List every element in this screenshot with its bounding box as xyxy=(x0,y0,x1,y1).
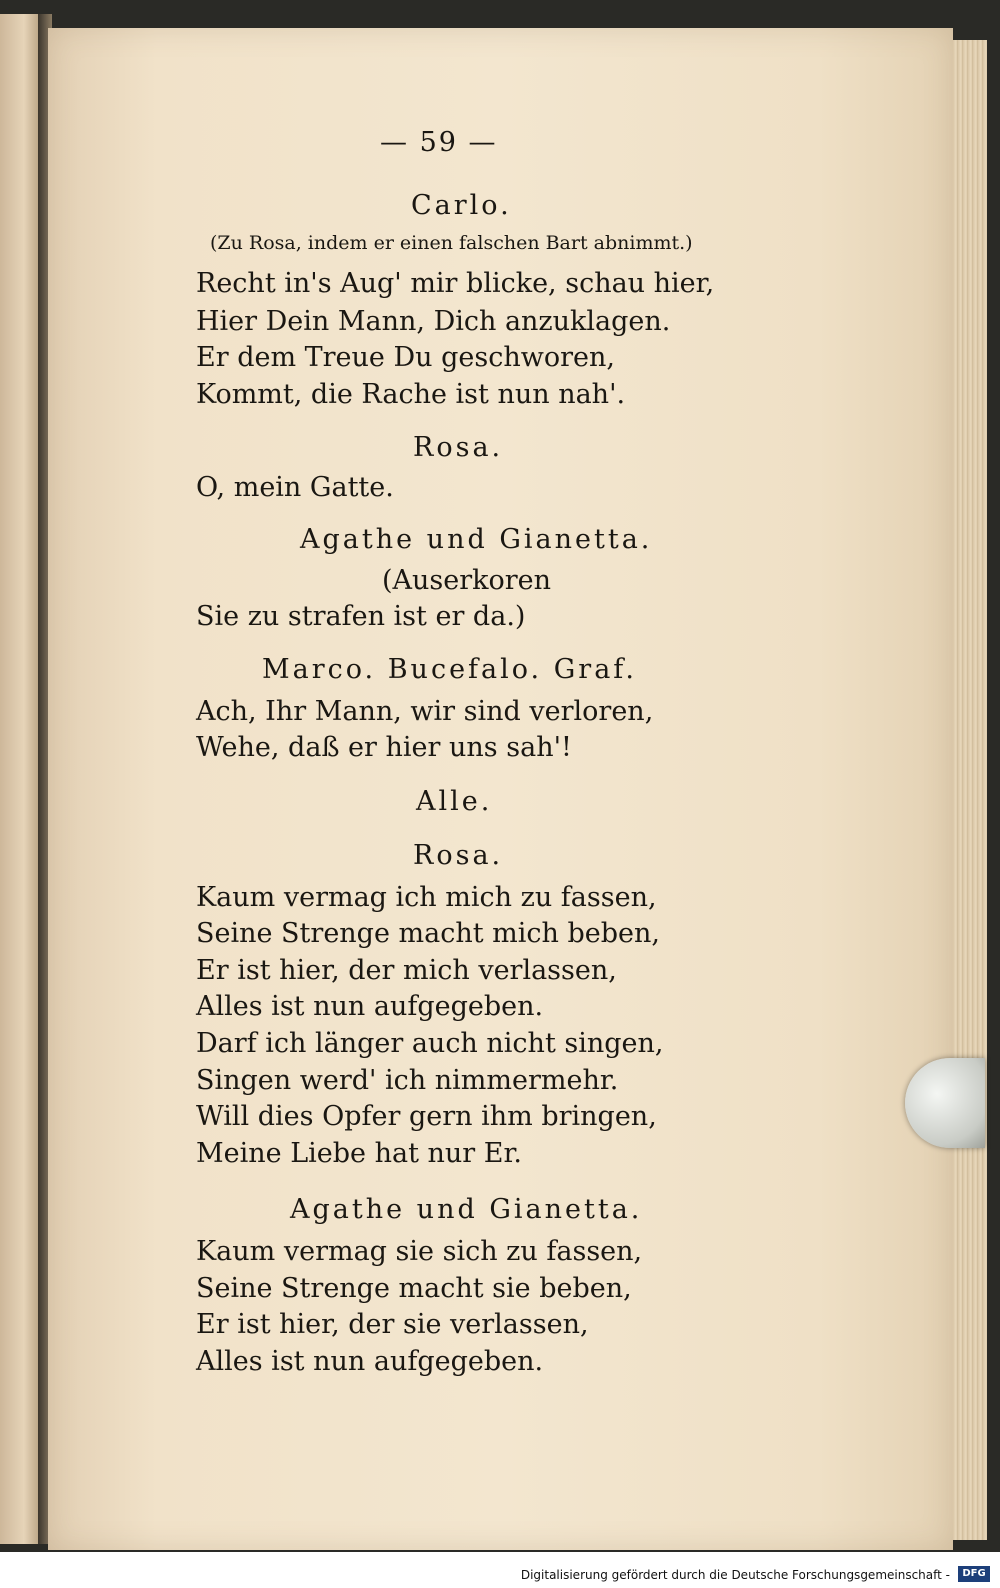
verse-line: Kommt, die Rache ist nun nah'. xyxy=(196,379,626,410)
funding-credit: Digitalisierung gefördert durch die Deutsche Forschungsgemeinschaft - xyxy=(520,1568,950,1582)
verse-line: Recht in's Aug' mir blicke, schau hier, xyxy=(196,268,715,299)
page-stack-edge xyxy=(953,40,987,1540)
verse-line: Meine Liebe hat nur Er. xyxy=(196,1138,523,1169)
speaker-marco-bucefalo-graf: Marco. Bucefalo. Graf. xyxy=(262,654,637,685)
speaker-carlo: Carlo. xyxy=(411,190,512,221)
verse-line: Kaum vermag ich mich zu fassen, xyxy=(196,882,657,913)
verse-line: Hier Dein Mann, Dich anzuklagen. xyxy=(196,306,671,337)
verse-line: Singen werd' ich nimmermehr. xyxy=(196,1065,619,1096)
speaker-alle: Alle. xyxy=(416,786,493,817)
verse-line: Ach, Ihr Mann, wir sind verloren, xyxy=(196,696,654,727)
verse-line: Alles ist nun aufgegeben. xyxy=(196,1346,544,1377)
verse-line: Wehe, daß er hier uns sah'! xyxy=(196,732,572,763)
verse-line: Kaum vermag sie sich zu fassen, xyxy=(196,1236,643,1267)
verse-line: (Auserkoren xyxy=(382,565,552,596)
speaker-rosa: Rosa. xyxy=(413,840,504,871)
speaker-agathe-gianetta: Agathe und Gianetta. xyxy=(290,1194,643,1225)
verse-line: Seine Strenge macht sie beben, xyxy=(196,1273,632,1304)
verse-line: Er ist hier, der sie verlassen, xyxy=(196,1309,589,1340)
speaker-rosa: Rosa. xyxy=(413,432,504,463)
speaker-agathe-gianetta: Agathe und Gianetta. xyxy=(300,524,653,555)
verse-line: O, mein Gatte. xyxy=(196,472,394,503)
scanner-clip xyxy=(905,1058,985,1148)
verse-line: Will dies Opfer gern ihm bringen, xyxy=(196,1101,657,1132)
page-number: — 59 — xyxy=(380,127,498,158)
stage-direction: (Zu Rosa, indem er einen falschen Bart abnimmt.) xyxy=(210,232,693,254)
verse-line: Er dem Treue Du geschworen, xyxy=(196,342,615,373)
verse-line: Er ist hier, der mich verlassen, xyxy=(196,955,617,986)
verse-line: Seine Strenge macht mich beben, xyxy=(196,918,660,949)
verse-line: Sie zu strafen ist er da.) xyxy=(196,601,526,632)
dfg-logo: DFG xyxy=(958,1566,990,1582)
verse-line: Alles ist nun aufgegeben. xyxy=(196,991,544,1022)
verse-line: Darf ich länger auch nicht singen, xyxy=(196,1028,664,1059)
left-page-edge xyxy=(0,14,40,1544)
